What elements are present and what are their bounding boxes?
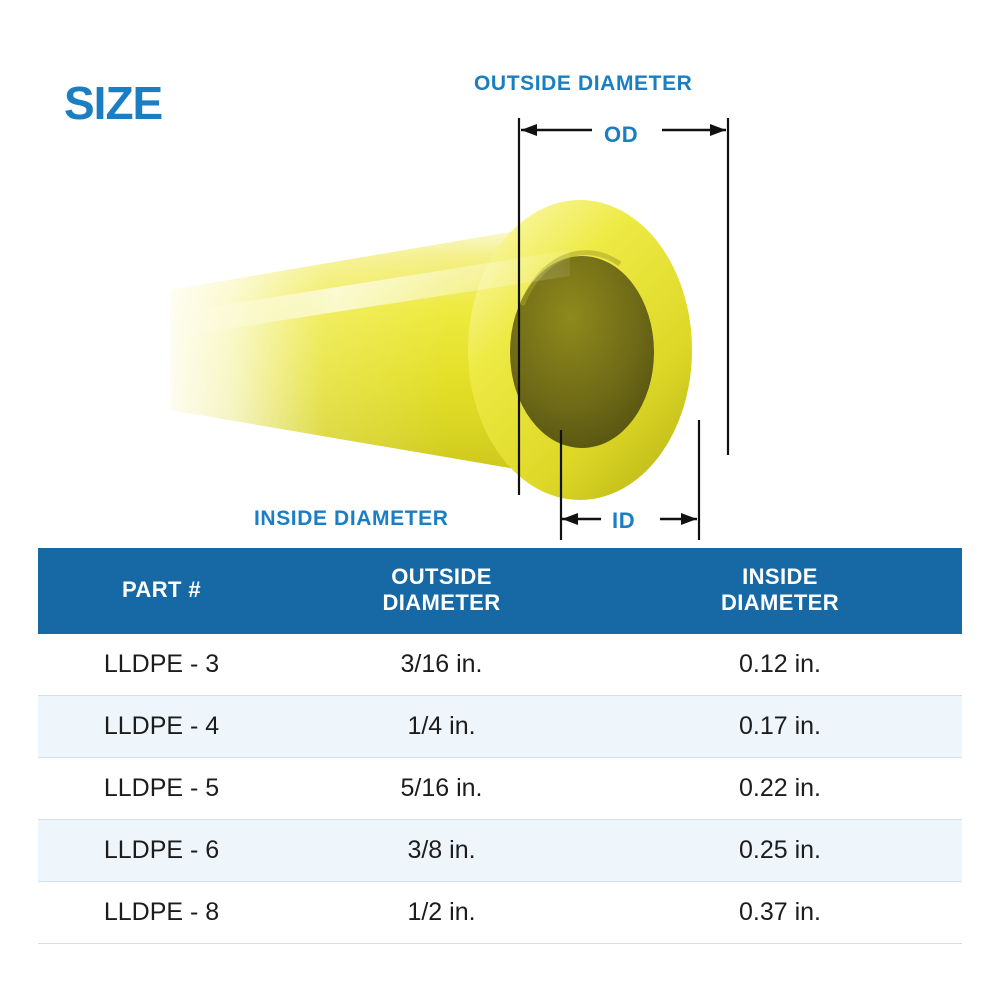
- cell-part: LLDPE - 5: [38, 757, 285, 819]
- outside-diameter-label: OUTSIDE DIAMETER: [474, 72, 693, 95]
- cell-inside: 0.37 in.: [598, 881, 962, 943]
- column-header-od-line2: DIAMETER: [382, 589, 501, 615]
- column-header-inside-diameter: [598, 548, 962, 634]
- od-label: OD: [604, 122, 639, 147]
- column-header-part: [38, 548, 285, 634]
- cell-outside: 1/2 in.: [285, 881, 598, 943]
- specification-table: [38, 548, 962, 944]
- column-header-part-line1: PART #: [121, 576, 201, 602]
- cell-outside: 5/16 in.: [285, 757, 598, 819]
- table-row: [38, 819, 962, 881]
- cell-inside: 0.17 in.: [598, 695, 962, 757]
- inside-diameter-label: INSIDE DIAMETER: [254, 507, 449, 530]
- cell-outside: 1/4 in.: [285, 695, 598, 757]
- table-row: [38, 634, 962, 696]
- cell-part: LLDPE - 6: [38, 819, 285, 881]
- table-header-row: [38, 548, 962, 634]
- column-header-id-line1: INSIDE: [742, 564, 818, 589]
- page-title: SIZE: [64, 77, 163, 129]
- tube-graphic: [150, 80, 770, 520]
- tube-illustration: [150, 80, 770, 520]
- cell-inside: 0.22 in.: [598, 757, 962, 819]
- cell-part: LLDPE - 8: [38, 881, 285, 943]
- table-row: [38, 881, 962, 943]
- table-row: [38, 757, 962, 819]
- cell-inside: 0.25 in.: [598, 819, 962, 881]
- cell-inside: 0.12 in.: [598, 634, 962, 696]
- cell-outside: 3/16 in.: [285, 634, 598, 696]
- column-header-outside-diameter: [285, 548, 598, 634]
- table-row: [38, 695, 962, 757]
- column-header-id-line2: DIAMETER: [720, 589, 840, 615]
- cell-part: LLDPE - 4: [38, 695, 285, 757]
- id-label: ID: [612, 508, 636, 533]
- cell-part: LLDPE - 3: [38, 634, 285, 696]
- column-header-od-line1: OUTSIDE: [391, 564, 492, 589]
- cell-outside: 3/8 in.: [285, 819, 598, 881]
